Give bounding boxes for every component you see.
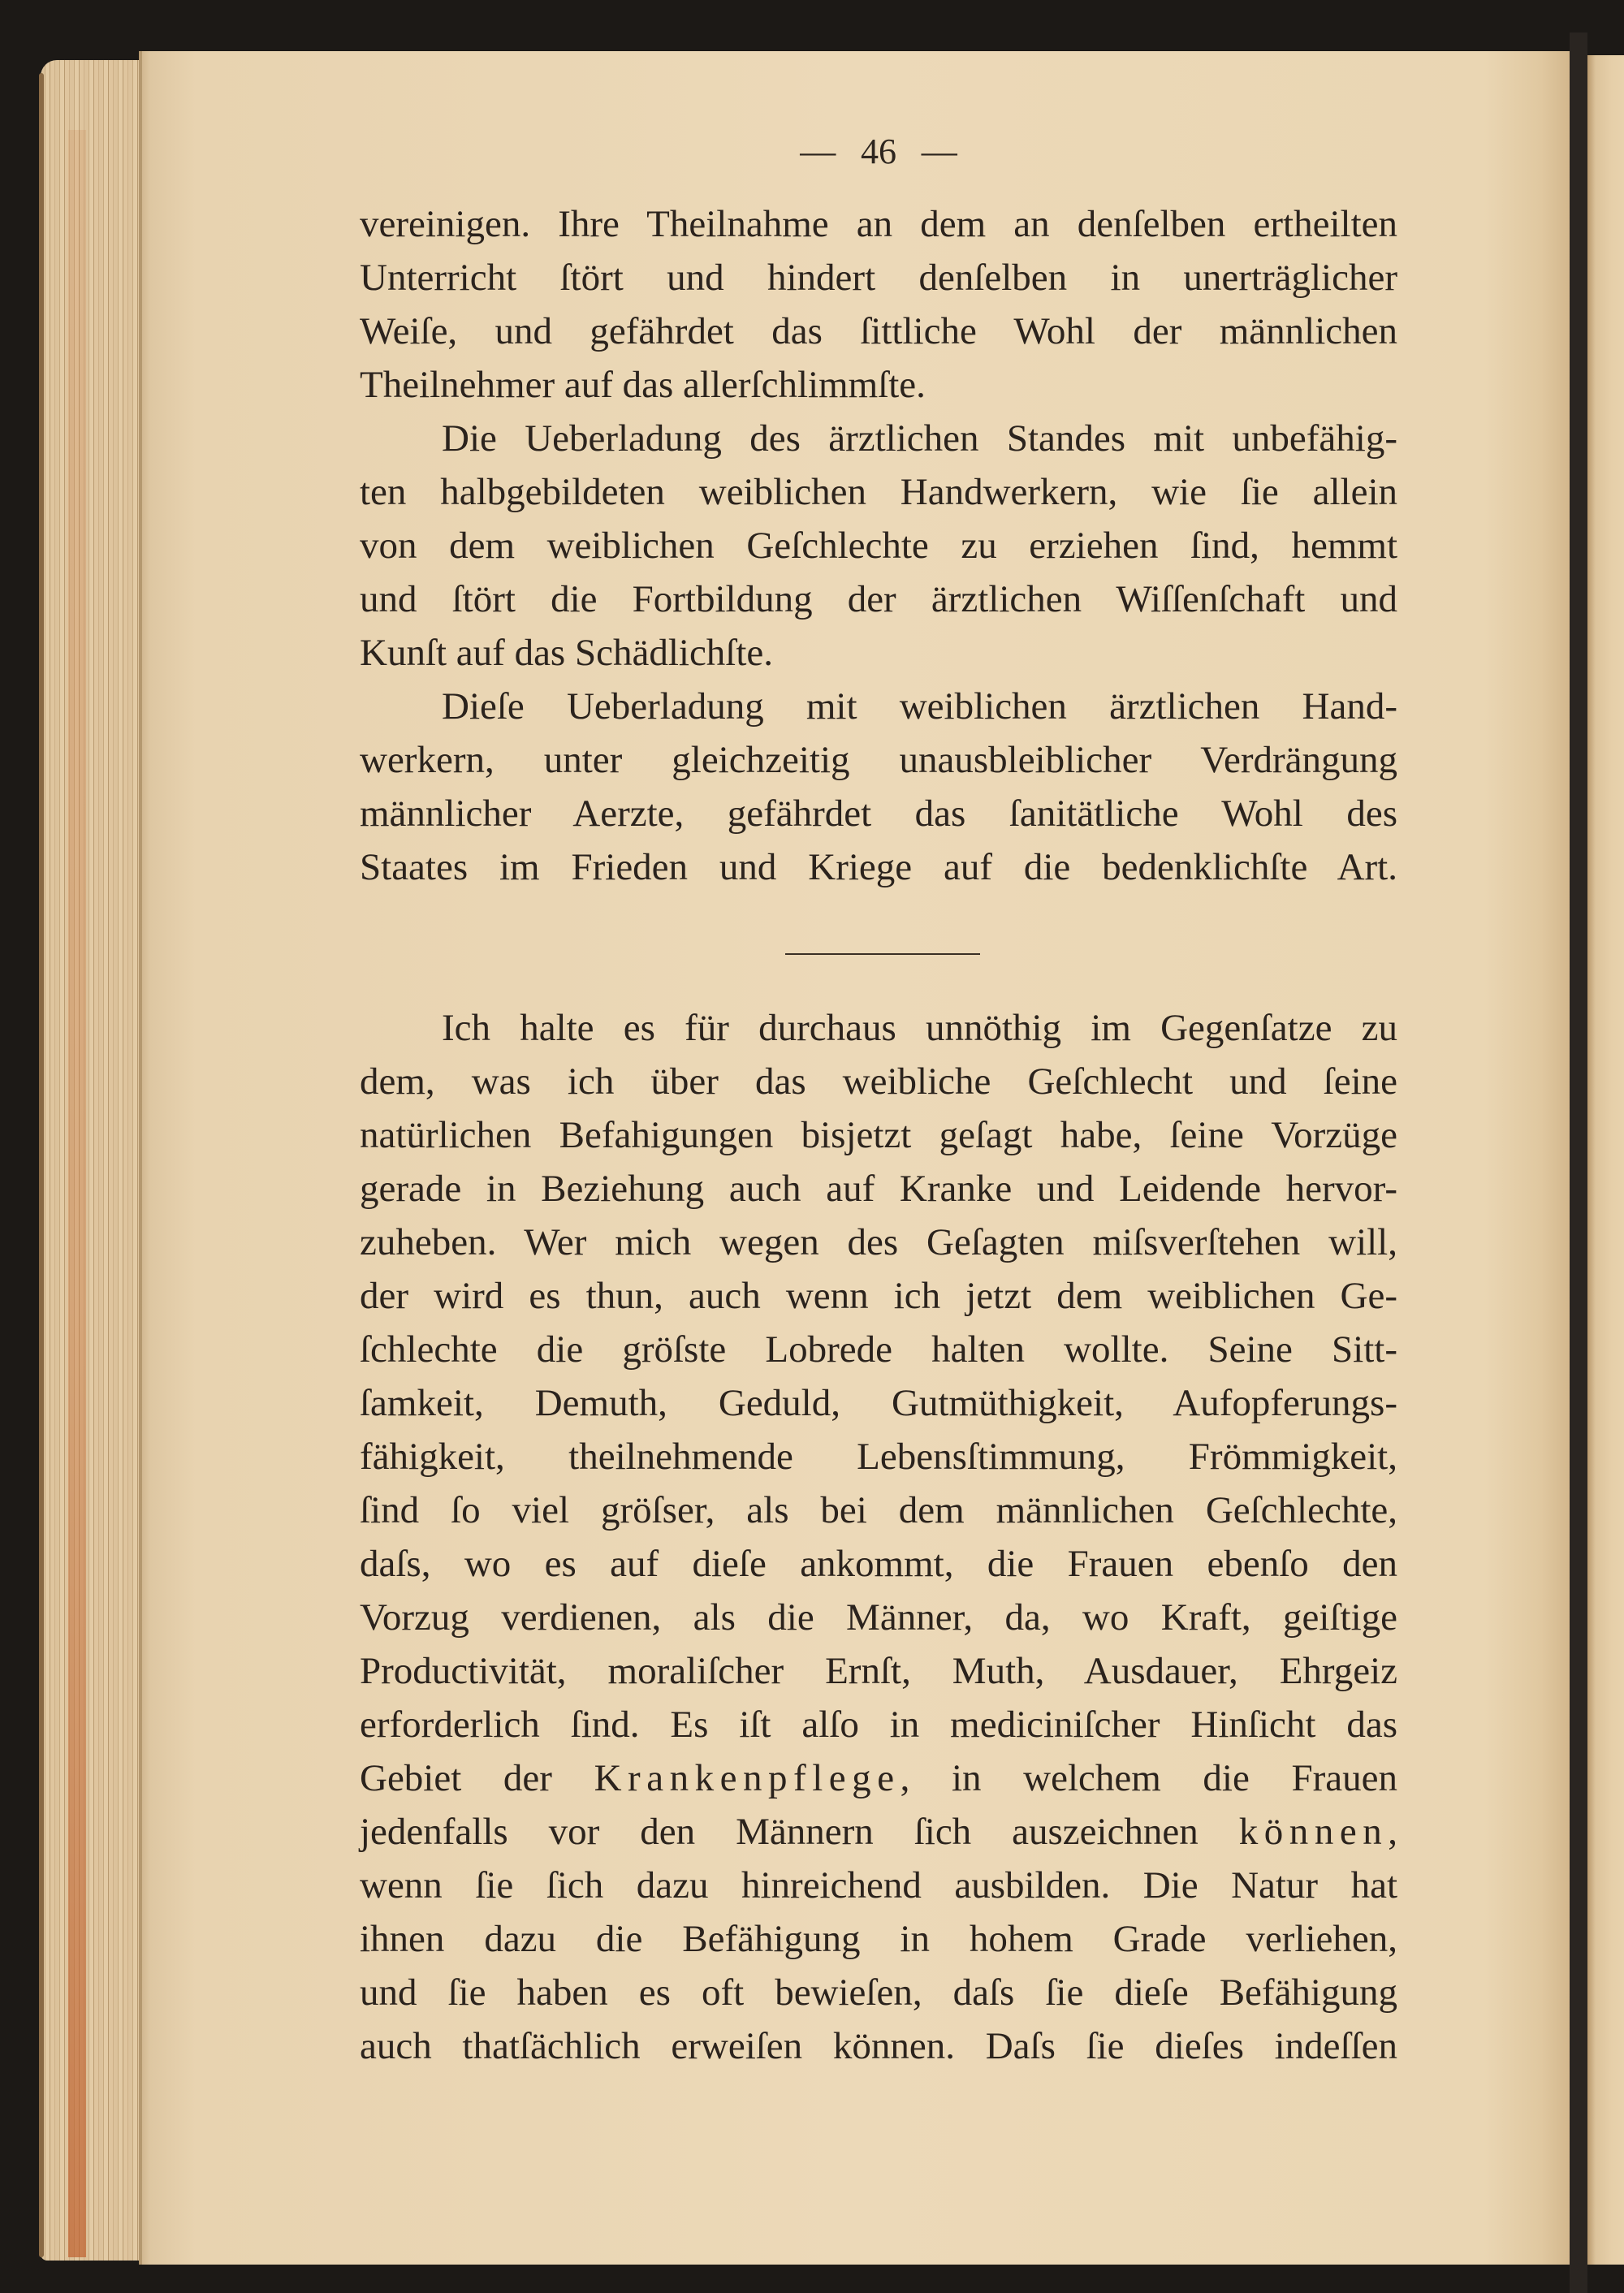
text-line: männlicher Aerzte, gefährdet das ſanitätliche Wohl des bbox=[360, 792, 1397, 835]
page-gap bbox=[1570, 32, 1587, 2293]
page-number: — 46 — bbox=[800, 132, 957, 171]
text-line bbox=[360, 1751, 1397, 1805]
text-line: ihnen dazu die Befähigung in hohem Grade verliehen, bbox=[360, 1918, 1397, 1960]
text-line: Ich halte es für durchaus unnöthig im Gegenſatze zu bbox=[442, 1007, 1397, 1049]
text-line: von dem weiblichen Geſchlechte zu erziehen ſind, hemmt bbox=[360, 525, 1397, 567]
text-line: ſamkeit, Demuth, Geduld, Gutmüthigkeit, Aufopferungs- bbox=[360, 1382, 1397, 1424]
text-line: werkern, unter gleichzeitig unausbleiblicher Verdrängung bbox=[360, 739, 1397, 781]
text-line: fähigkeit, theilnehmende Lebensſtimmung, Frömmigkeit, bbox=[360, 1436, 1397, 1478]
line-segment: Gebiet der bbox=[360, 1757, 594, 1799]
lower-text-block bbox=[360, 1001, 1397, 2073]
paragraph bbox=[360, 1001, 1397, 2073]
text-line: auch thatſächlich erweiſen können. Daſs ſie dieſes indeſſen bbox=[360, 2025, 1397, 2067]
text-line: vereinigen. Ihre Theilnahme an dem an denſelben ertheilten bbox=[360, 203, 1397, 245]
line-segment: , in welchem die Frauen bbox=[900, 1757, 1397, 1799]
paragraph bbox=[360, 680, 1397, 894]
paragraph bbox=[360, 197, 1397, 412]
page-edge-stack bbox=[41, 60, 142, 2261]
text-line: zuheben. Wer mich wegen des Geſagten miſsverſtehen will, bbox=[360, 1221, 1397, 1263]
text-line: Vorzug verdienen, als die Männer, da, wo Kraft, geiſtige bbox=[360, 1596, 1397, 1639]
text-line: Weiſe, und gefährdet das ſittliche Wohl der männlichen bbox=[360, 310, 1397, 352]
text-line: daſs, wo es auf dieſe ankommt, die Frauen ebenſo den bbox=[360, 1543, 1397, 1585]
text-line: ſchlechte die gröſste Lobrede halten wollte. Seine Sitt- bbox=[360, 1328, 1397, 1371]
text-line bbox=[360, 1805, 1397, 1859]
text-line: natürlichen Befahigungen bisjetzt geſagt habe, ſeine Vorzüge bbox=[360, 1114, 1397, 1156]
book-cover-edge bbox=[39, 73, 44, 2257]
text-line: Staates im Frieden und Kriege auf die bedenklichſte Art. bbox=[360, 846, 1397, 888]
next-page-edge bbox=[1587, 55, 1624, 2265]
text-line: gerade in Beziehung auch auf Kranke und Leidende hervor- bbox=[360, 1168, 1397, 1210]
section-separator bbox=[785, 953, 980, 955]
emphasized-word: können bbox=[1238, 1811, 1389, 1853]
text-line: Unterricht ſtört und hindert denſelben in unerträglicher bbox=[360, 257, 1397, 299]
binding-fold bbox=[139, 51, 142, 2265]
line-segment: jedenfalls vor den Männern ſich auszeichnen bbox=[360, 1811, 1239, 1853]
text-line: Productivität, moraliſcher Ernſt, Muth, Ausdauer, Ehrgeiz bbox=[360, 1650, 1397, 1692]
line-segment: , bbox=[1388, 1811, 1397, 1853]
text-line: wenn ſie ſich dazu hinreichend ausbilden. Die Natur hat bbox=[360, 1864, 1397, 1907]
text-line: der wird es thun, auch wenn ich jetzt dem weiblichen Ge- bbox=[360, 1275, 1397, 1317]
text-line: und ſtört die Fortbildung der ärztlichen Wiſſenſchaft und bbox=[360, 578, 1397, 620]
text-line: erforderlich ſind. Es iſt alſo in mediciniſcher Hinſicht das bbox=[360, 1704, 1397, 1746]
text-line: dem, was ich über das weibliche Geſchlecht und ſeine bbox=[360, 1060, 1397, 1103]
text-line: Die Ueberladung des ärztlichen Standes mit unbefähig- bbox=[442, 417, 1397, 460]
text-line: Theilnehmer auf das allerſchlimmſte. bbox=[360, 364, 926, 406]
text-line: ſind ſo viel gröſser, als bei dem männlichen Geſchlechte, bbox=[360, 1489, 1397, 1531]
paragraph bbox=[360, 412, 1397, 680]
text-line: und ſie haben es oft bewieſen, daſs ſie dieſe Befähigung bbox=[360, 1971, 1397, 2014]
text-line: Kunſt auf das Schädlichſte. bbox=[360, 632, 774, 674]
text-line: ten halbgebildeten weiblichen Handwerkern, wie ſie allein bbox=[360, 471, 1397, 513]
text-line: Dieſe Ueberladung mit weiblichen ärztlichen Hand- bbox=[442, 685, 1397, 728]
upper-text-block bbox=[360, 197, 1397, 894]
page-edge-tint bbox=[68, 130, 86, 2257]
emphasized-word: Krankenpflege bbox=[594, 1757, 901, 1799]
